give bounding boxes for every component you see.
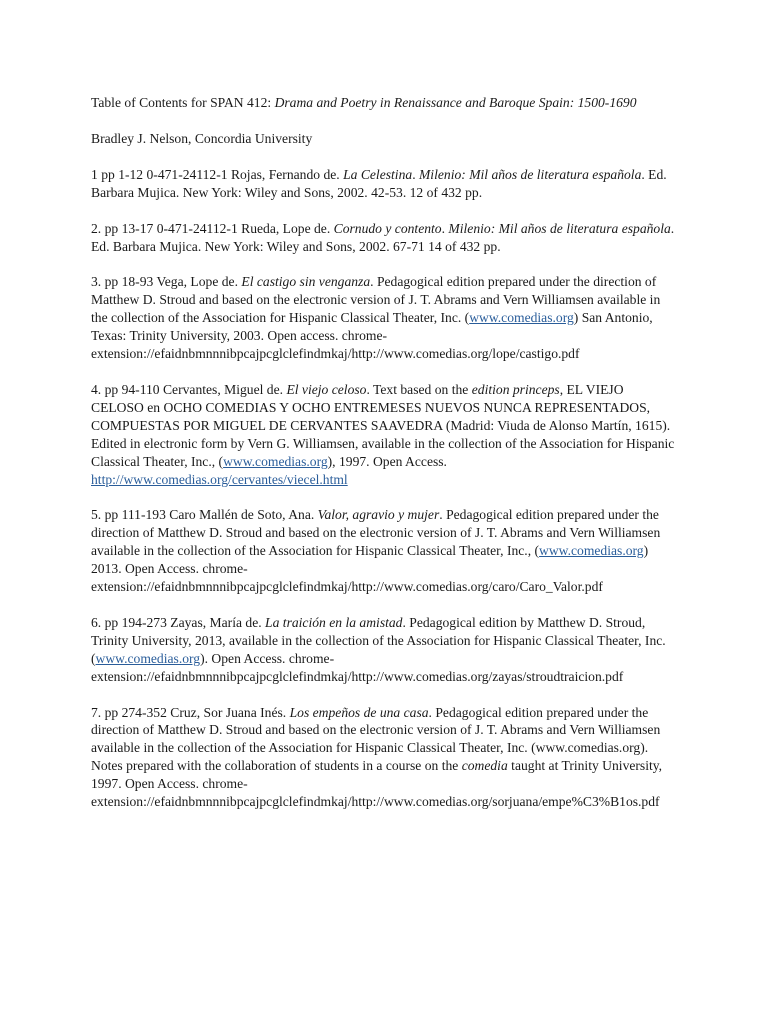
- entry-text: ) 2013. Open Access. chrome-extension://efaidnbmnnnibpcajpcglclefindmkaj/http://www.comedias.org/caro/Caro_Valor.pdf: [91, 543, 652, 595]
- bibliography-entry: [91, 273, 677, 363]
- entry-text: ), 1997. Open Access.: [327, 453, 451, 469]
- entry-link[interactable]: www.comedias.org: [539, 543, 644, 559]
- entry-italic-text: Milenio: Mil años de literatura española: [448, 220, 671, 236]
- title-prefix: Table of Contents for SPAN 412:: [91, 95, 275, 110]
- entry-text: . Pedagogical edition prepared under the direction of Matthew D. Stroud and based on the electronic version of J. T. Abrams and Vern Williamsen available in the collection of the Association for Hispanic Classical Theater, Inc. (: [91, 274, 664, 326]
- entry-text: .: [441, 220, 449, 236]
- entry-italic-text: comedia: [461, 758, 508, 774]
- entry-italic-text: edition princeps: [471, 381, 560, 397]
- entry-italic-text: Cornudo y contento: [333, 220, 442, 236]
- entry-italic-text: La Celestina: [343, 166, 413, 182]
- entry-italic-text: Los empeños de una casa: [289, 704, 429, 720]
- entry-italic-text: La traición en la amistad: [265, 614, 403, 630]
- entry-text: taught at Trinity University, 1997. Open Access. chrome-extension://efaidnbmnnnibpcajpcglclefindmkaj/http://www.comedias.org/sorjuana/empe%C3%B1os.pdf: [91, 758, 666, 810]
- document-page: [91, 94, 677, 829]
- entry-text: 5. pp 111-193 Caro Mallén de Soto, Ana.: [91, 507, 318, 523]
- course-title: Drama and Poetry in Renaissance and Baroque Spain: 1500-1690: [274, 95, 637, 110]
- bibliography-entry: [91, 704, 677, 811]
- bibliography-entry: [91, 506, 677, 596]
- entries-list: [91, 166, 677, 811]
- entry-text: , EL VIEJO CELOSO en OCHO COMEDIAS Y OCHO ENTREMESES NUEVOS NUNCA REPRESENTADOS, COMPUESTAS POR MIGUEL DE CERVANTES SAAVEDRA (Madrid: Viuda de Alonso Martín, 1615). Edited in electronic form by Vern G. Williamsen, available in the collection of the Association for Hispanic Classical Theater, Inc., (: [91, 381, 678, 469]
- entry-italic-text: Milenio: Mil años de literatura española: [418, 166, 642, 182]
- entry-text: . Pedagogical edition prepared under the direction of Matthew D. Stroud and based on the electronic version of J. T. Abrams and Vern Williamsen available in the collection of the Association for Hispanic Classical Theater, Inc., (: [91, 507, 664, 559]
- entry-link[interactable]: http://www.comedias.org/cervantes/viecel.html: [91, 471, 348, 487]
- bibliography-entry: [91, 220, 677, 256]
- entry-italic-text: Valor, agravio y mujer: [317, 507, 440, 523]
- entry-text: 3. pp 18-93 Vega, Lope de.: [91, 274, 242, 290]
- entry-text: . Pedagogical edition by Matthew D. Stroud, Trinity University, 2013, available in the collection of the Association for Hispanic Classical Theater, Inc. (: [91, 614, 670, 666]
- entry-link[interactable]: www.comedias.org: [469, 310, 574, 326]
- entry-text: ). Open Access. chrome-extension://efaidnbmnnnibpcajpcglclefindmkaj/http://www.comedias.org/zayas/stroudtraicion.pdf: [91, 650, 624, 684]
- bibliography-entry: [91, 614, 677, 686]
- entry-text: 6. pp 194-273 Zayas, María de.: [91, 614, 266, 630]
- bibliography-entry: [91, 381, 677, 488]
- entry-text: 2. pp 13-17 0-471-24112-1 Rueda, Lope de.: [91, 220, 334, 236]
- entry-italic-text: El viejo celoso: [286, 381, 367, 397]
- entry-link[interactable]: www.comedias.org: [223, 453, 328, 469]
- entry-text: . Pedagogical edition prepared under the direction of Matthew D. Stroud and based on the electronic version of J. T. Abrams and Vern Williamsen available in the collection of the Association for Hispanic Classical Theater, Inc. (www.comedias.org). Notes prepared with the collaboration of students in a course on the: [91, 704, 664, 774]
- entry-text: . Text based on the: [366, 381, 472, 397]
- document-title: [91, 94, 677, 112]
- entry-text: 1 pp 1-12 0-471-24112-1 Rojas, Fernando de.: [91, 166, 344, 182]
- entry-link[interactable]: www.comedias.org: [95, 650, 201, 666]
- entry-text: 4. pp 94-110 Cervantes, Miguel de.: [91, 381, 287, 397]
- entry-text: . Ed. Barbara Mujica. New York: Wiley and Sons, 2002. 42-53. 12 of 432 pp.: [91, 166, 671, 200]
- entry-text: .: [412, 166, 419, 182]
- bibliography-entry: [91, 166, 677, 202]
- entry-text: 7. pp 274-352 Cruz, Sor Juana Inés.: [91, 704, 290, 720]
- author-line: Bradley J. Nelson, Concordia University: [91, 130, 313, 146]
- entry-italic-text: El castigo sin venganza: [241, 274, 371, 290]
- entry-text: ) San Antonio, Texas: Trinity University, 2003. Open access. chrome-extension://efaidnbmnnnibpcajpcglclefindmkaj/http://www.comedias.org/lope/castigo.pdf: [91, 310, 656, 362]
- entry-text: . Ed. Barbara Mujica. New York: Wiley and Sons, 2002. 67-71 14 of 432 pp.: [91, 220, 678, 254]
